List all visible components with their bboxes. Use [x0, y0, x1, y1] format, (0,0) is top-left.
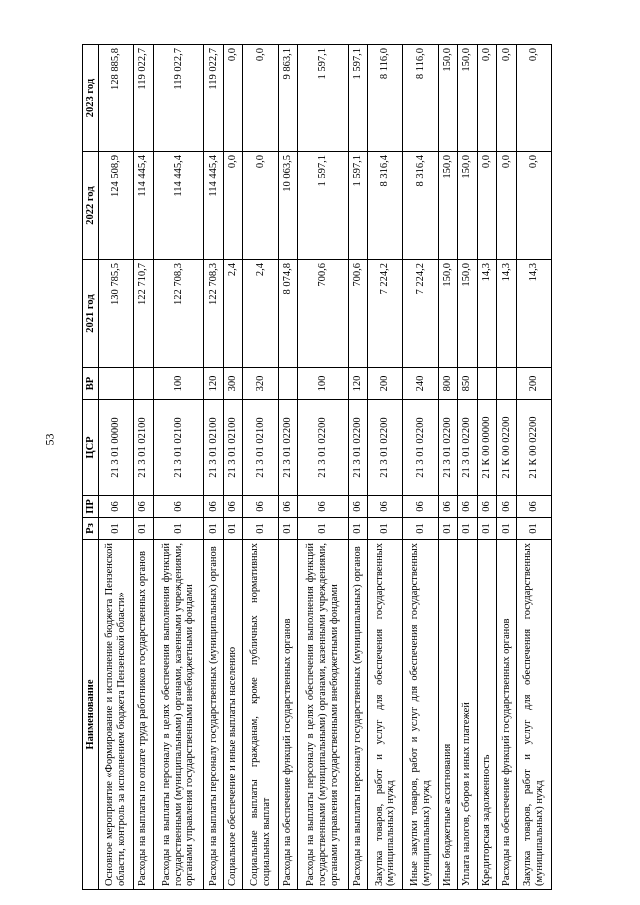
header-pr: ПР — [83, 496, 99, 518]
cell-name: Расходы на выплаты персоналу в целях обеспечения выполнения функций государственными (муниципальными) органами, казенными учреждениями, органами управления государственными внебюджетными фондами — [153, 540, 204, 890]
cell-name: Социальное обеспечение и иные выплаты населению — [223, 540, 243, 890]
cell-rz: 01 — [99, 518, 134, 540]
cell-name: Основное мероприятие «Формирование и исполнение бюджета Пензенской области, контроль за исполнением бюджета Пензенской области» — [99, 540, 134, 890]
cell-pr: 06 — [298, 496, 349, 518]
header-2023: 2023 год — [83, 45, 99, 152]
cell-2021: 2,4 — [243, 260, 278, 368]
table-row — [298, 45, 349, 890]
table-row — [458, 45, 478, 890]
cell-vr — [134, 368, 154, 400]
cell-2021: 150,0 — [438, 260, 458, 368]
cell-rz: 01 — [438, 518, 458, 540]
cell-pr: 06 — [438, 496, 458, 518]
cell-rz: 01 — [458, 518, 478, 540]
cell-2022: 0,0 — [516, 152, 551, 260]
cell-2021: 700,6 — [298, 260, 349, 368]
cell-2023: 0,0 — [243, 45, 278, 152]
table-row — [99, 45, 134, 890]
cell-2021: 14,3 — [516, 260, 551, 368]
cell-rz: 01 — [278, 518, 298, 540]
cell-2023: 1 597,1 — [348, 45, 368, 152]
cell-2023: 119 022,7 — [134, 45, 154, 152]
cell-2022: 1 597,1 — [348, 152, 368, 260]
cell-csr: 21 К 00 00000 — [477, 400, 497, 496]
cell-2021: 122 708,3 — [153, 260, 204, 368]
cell-2023: 0,0 — [516, 45, 551, 152]
cell-vr: 120 — [204, 368, 224, 400]
table-row — [204, 45, 224, 890]
cell-name: Расходы на выплаты персоналу государственных (муниципальных) органов — [348, 540, 368, 890]
table-header-row — [83, 45, 99, 890]
cell-csr: 21 3 01 02100 — [153, 400, 204, 496]
table-row — [403, 45, 438, 890]
cell-vr: 200 — [368, 368, 403, 400]
cell-csr: 21 3 01 02200 — [368, 400, 403, 496]
budget-table — [82, 44, 552, 890]
cell-pr: 06 — [348, 496, 368, 518]
cell-2022: 114 445,4 — [153, 152, 204, 260]
header-vr: ВР — [83, 368, 99, 400]
cell-vr: 850 — [458, 368, 478, 400]
table-row — [438, 45, 458, 890]
cell-csr: 21 3 01 02100 — [243, 400, 278, 496]
cell-2022: 114 445,4 — [134, 152, 154, 260]
cell-2022: 8 316,4 — [403, 152, 438, 260]
cell-2023: 128 885,8 — [99, 45, 134, 152]
cell-2023: 150,0 — [458, 45, 478, 152]
cell-2022: 150,0 — [438, 152, 458, 260]
cell-csr: 21 3 01 02200 — [348, 400, 368, 496]
cell-2021: 14,3 — [477, 260, 497, 368]
cell-csr: 21 К 00 02200 — [497, 400, 517, 496]
cell-2022: 114 445,4 — [204, 152, 224, 260]
table-body — [99, 45, 552, 890]
cell-name: Закупка товаров, работ и услуг для обеспечения государственных (муниципальных) нужд — [368, 540, 403, 890]
table-row — [243, 45, 278, 890]
cell-2021: 150,0 — [458, 260, 478, 368]
table-row — [278, 45, 298, 890]
header-rz: Рз — [83, 518, 99, 540]
cell-rz: 01 — [403, 518, 438, 540]
cell-rz: 01 — [223, 518, 243, 540]
cell-pr: 06 — [477, 496, 497, 518]
cell-vr: 320 — [243, 368, 278, 400]
cell-rz: 01 — [348, 518, 368, 540]
cell-rz: 01 — [153, 518, 204, 540]
header-csr: ЦСР — [83, 400, 99, 496]
cell-pr: 06 — [516, 496, 551, 518]
cell-2021: 14,3 — [497, 260, 517, 368]
cell-2021: 7 224,2 — [403, 260, 438, 368]
cell-2023: 0,0 — [497, 45, 517, 152]
table-row — [134, 45, 154, 890]
cell-name: Иные бюджетные ассигнования — [438, 540, 458, 890]
cell-csr: 21 3 01 02200 — [298, 400, 349, 496]
cell-rz: 01 — [298, 518, 349, 540]
cell-vr: 120 — [348, 368, 368, 400]
cell-pr: 06 — [458, 496, 478, 518]
cell-vr: 100 — [298, 368, 349, 400]
cell-pr: 06 — [134, 496, 154, 518]
cell-csr: 21 3 01 02100 — [223, 400, 243, 496]
cell-vr — [99, 368, 134, 400]
cell-rz: 01 — [204, 518, 224, 540]
cell-pr: 06 — [223, 496, 243, 518]
cell-name: Расходы на выплаты персоналу в целях обеспечения выполнения функций государственными (муниципальными) органами, казенными учреждениями, органами управления государственными внебюджетными фондами — [298, 540, 349, 890]
cell-2023: 9 863,1 — [278, 45, 298, 152]
cell-pr: 06 — [497, 496, 517, 518]
cell-2022: 0,0 — [497, 152, 517, 260]
cell-csr: 21 3 01 00000 — [99, 400, 134, 496]
cell-name: Социальные выплаты гражданам, кроме публичных нормативных социальных выплат — [243, 540, 278, 890]
cell-rz: 01 — [243, 518, 278, 540]
cell-csr: 21 3 01 02200 — [278, 400, 298, 496]
cell-2021: 122 708,3 — [204, 260, 224, 368]
cell-csr: 21 3 01 02200 — [438, 400, 458, 496]
cell-rz: 01 — [516, 518, 551, 540]
cell-csr: 21 К 00 02200 — [516, 400, 551, 496]
cell-vr: 200 — [516, 368, 551, 400]
cell-pr: 06 — [99, 496, 134, 518]
header-name: Наименование — [83, 540, 99, 890]
cell-pr: 06 — [403, 496, 438, 518]
cell-vr: 300 — [223, 368, 243, 400]
cell-2023: 119 022,7 — [153, 45, 204, 152]
cell-pr: 06 — [278, 496, 298, 518]
cell-2022: 124 508,9 — [99, 152, 134, 260]
cell-2021: 130 785,5 — [99, 260, 134, 368]
cell-name: Уплата налогов, сборов и иных платежей — [458, 540, 478, 890]
cell-2022: 0,0 — [477, 152, 497, 260]
cell-csr: 21 3 01 02200 — [403, 400, 438, 496]
cell-2021: 7 224,2 — [368, 260, 403, 368]
table-row — [153, 45, 204, 890]
cell-2023: 0,0 — [223, 45, 243, 152]
cell-pr: 06 — [243, 496, 278, 518]
cell-rz: 01 — [368, 518, 403, 540]
header-2022: 2022 год — [83, 152, 99, 260]
cell-2021: 122 710,7 — [134, 260, 154, 368]
cell-csr: 21 3 01 02100 — [204, 400, 224, 496]
cell-name: Расходы на обеспечение функций государственных органов — [497, 540, 517, 890]
cell-2022: 0,0 — [243, 152, 278, 260]
rotated-table-container — [82, 45, 552, 890]
cell-2023: 8 116,0 — [368, 45, 403, 152]
cell-2023: 150,0 — [438, 45, 458, 152]
cell-name: Иные закупки товаров, работ и услуг для обеспечения государственных (муниципальных) нужд — [403, 540, 438, 890]
cell-rz: 01 — [134, 518, 154, 540]
cell-name: Закупка товаров, работ и услуг для обеспечения государственных (муниципальных) нужд — [516, 540, 551, 890]
cell-2021: 700,6 — [348, 260, 368, 368]
table-row — [368, 45, 403, 890]
cell-vr — [278, 368, 298, 400]
cell-2023: 0,0 — [477, 45, 497, 152]
cell-2023: 119 022,7 — [204, 45, 224, 152]
table-row — [348, 45, 368, 890]
cell-2022: 8 316,4 — [368, 152, 403, 260]
cell-vr: 240 — [403, 368, 438, 400]
table-row — [516, 45, 551, 890]
page-number: 53 — [42, 433, 57, 446]
cell-vr — [497, 368, 517, 400]
cell-2021: 2,4 — [223, 260, 243, 368]
cell-pr: 06 — [368, 496, 403, 518]
cell-2023: 8 116,0 — [403, 45, 438, 152]
cell-csr: 21 3 01 02200 — [458, 400, 478, 496]
header-2021: 2021 год — [83, 260, 99, 368]
cell-2022: 0,0 — [223, 152, 243, 260]
cell-vr: 100 — [153, 368, 204, 400]
cell-vr — [477, 368, 497, 400]
cell-2021: 8 074,8 — [278, 260, 298, 368]
cell-rz: 01 — [477, 518, 497, 540]
cell-2023: 1 597,1 — [298, 45, 349, 152]
cell-name: Расходы на выплаты персоналу государственных (муниципальных) органов — [204, 540, 224, 890]
cell-vr: 800 — [438, 368, 458, 400]
cell-pr: 06 — [153, 496, 204, 518]
table-row — [477, 45, 497, 890]
cell-pr: 06 — [204, 496, 224, 518]
cell-name: Кредиторская задолженность — [477, 540, 497, 890]
table-row — [223, 45, 243, 890]
cell-2022: 1 597,1 — [298, 152, 349, 260]
cell-csr: 21 3 01 02100 — [134, 400, 154, 496]
cell-name: Расходы на обеспечение функций государственных органов — [278, 540, 298, 890]
cell-2022: 10 063,5 — [278, 152, 298, 260]
cell-2022: 150,0 — [458, 152, 478, 260]
cell-name: Расходы на выплаты по оплате труда работников государственных органов — [134, 540, 154, 890]
table-row — [497, 45, 517, 890]
cell-rz: 01 — [497, 518, 517, 540]
